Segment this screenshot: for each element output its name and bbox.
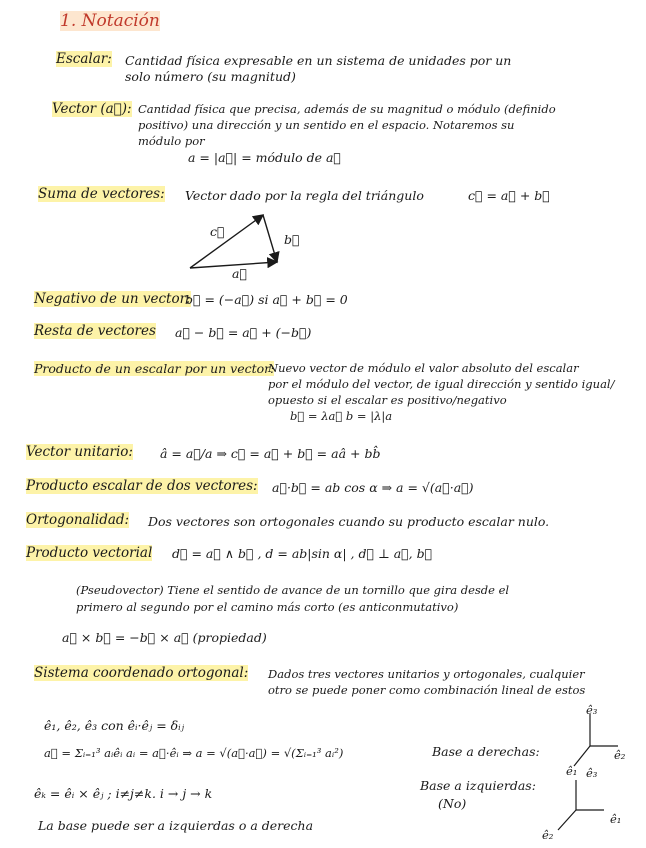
left-axis-e2: ê₂ xyxy=(542,828,554,842)
sistema-f3: êₖ = êᵢ × êⱼ ; i≠j≠k. i → j → k xyxy=(34,786,213,801)
vector-term: Vector (a⃗): xyxy=(52,101,132,117)
escalar-line1: Cantidad física expresable en un sistema de unidades por un xyxy=(125,53,512,68)
left-axis-e3: ê₃ xyxy=(586,766,598,780)
sistema-term: Sistema coordenado ortogonal: xyxy=(34,665,249,681)
sistema-closing: La base puede ser a izquierdas o a derecha xyxy=(38,818,314,833)
label-c: c⃗ xyxy=(210,224,225,239)
pv-line1: (Pseudovector) Tiene el sentido de avance de un tornillo que gira desde el xyxy=(76,583,510,597)
pv-line2: primero al segundo por el camino más corto (es anticonmutativo) xyxy=(76,600,459,614)
right-axis-e2: ê₂ xyxy=(614,748,626,762)
resta-formula: a⃗ − b⃗ = a⃗ + (−b⃗) xyxy=(175,325,312,340)
unitario-term: Vector unitario: xyxy=(26,444,133,460)
producto-escalar-vector-term: Producto de un escalar por un vector: xyxy=(34,361,275,376)
vector-line1: Cantidad física que precisa, además de su magnitud o módulo (definido xyxy=(138,102,556,116)
right-axis-e1: ê₁ xyxy=(566,764,578,778)
vector-formula: a = |a⃗| = módulo de a⃗ xyxy=(188,150,341,165)
base-izquierdas-no: (No) xyxy=(438,796,467,811)
sistema-f2: a⃗ = Σᵢ₌₁³ aᵢêᵢ aᵢ = a⃗·êᵢ ⇒ a = √(a⃗·a⃗) = √(Σᵢ₌₁³ aᵢ²) xyxy=(44,746,344,760)
producto-vectorial-formula: d⃗ = a⃗ ∧ b⃗ , d = ab|sin α| , d⃗ ⊥ a⃗, b⃗ xyxy=(172,546,433,561)
page-title: 1. Notación xyxy=(60,11,160,31)
axis-e1-line xyxy=(574,746,590,766)
suma-formula: c⃗ = a⃗ + b⃗ xyxy=(468,188,550,203)
vector-line2: positivo) una dirección y un sentido en el espacio. Notaremos su xyxy=(138,118,515,132)
unitario-formula: â = a⃗/a ⇒ c⃗ = a⃗ + b⃗ = aâ + bb̂ xyxy=(160,446,381,461)
base-derechas-label: Base a derechas: xyxy=(432,744,540,759)
negativo-formula: b⃗ = (−a⃗) si a⃗ + b⃗ = 0 xyxy=(185,292,348,307)
vector-line3: módulo por xyxy=(138,134,205,148)
right-axis-e3: ê₃ xyxy=(586,703,598,717)
suma-desc: Vector dado por la regla del triángulo xyxy=(185,188,424,203)
escalar-line2: solo número (su magnitud) xyxy=(125,69,296,84)
escalar-term: Escalar: xyxy=(56,51,112,67)
vector-b-arrow xyxy=(263,215,277,262)
sistema-line2: otro se puede poner como combinación lineal de estos xyxy=(268,683,586,697)
label-a: a⃗ xyxy=(232,266,247,281)
pev-formula: b⃗ = λa⃗ b = |λ|a xyxy=(290,409,393,423)
producto-vectorial-term: Producto vectorial xyxy=(26,545,153,561)
sistema-line1: Dados tres vectores unitarios y ortogonales, cualquier xyxy=(268,667,585,681)
resta-term: Resta de vectores xyxy=(34,323,156,339)
vector-c-arrow xyxy=(190,215,263,268)
sistema-f1: ê₁, ê₂, ê₃ con êᵢ·êⱼ = δᵢⱼ xyxy=(44,718,184,733)
label-b: b⃗ xyxy=(284,232,300,247)
ortogonalidad-term: Ortogonalidad: xyxy=(26,512,130,528)
producto-escalar-term: Producto escalar de dos vectores: xyxy=(26,478,258,494)
left-axis-e1: ê₁ xyxy=(610,812,622,826)
producto-escalar-formula: a⃗·b⃗ = ab cos α ⇒ a = √(a⃗·a⃗) xyxy=(272,480,474,495)
axes-left-handed xyxy=(550,772,610,842)
pev-line2: por el módulo del vector, de igual dirección y sentido igual/ xyxy=(268,377,615,391)
ortogonalidad-desc: Dos vectores son ortogonales cuando su producto escalar nulo. xyxy=(148,514,550,529)
base-izquierdas-label: Base a izquierdas: xyxy=(420,778,536,793)
suma-term: Suma de vectores: xyxy=(38,186,165,202)
pev-line3: opuesto si el escalar es positivo/negativo xyxy=(268,393,507,407)
axis-e2-line-left xyxy=(558,810,576,830)
pev-line1: Nuevo vector de módulo el valor absoluto del escalar xyxy=(268,361,579,375)
pv-line3: a⃗ × b⃗ = −b⃗ × a⃗ (propiedad) xyxy=(62,630,267,645)
negativo-term: Negativo de un vector: xyxy=(34,291,191,307)
